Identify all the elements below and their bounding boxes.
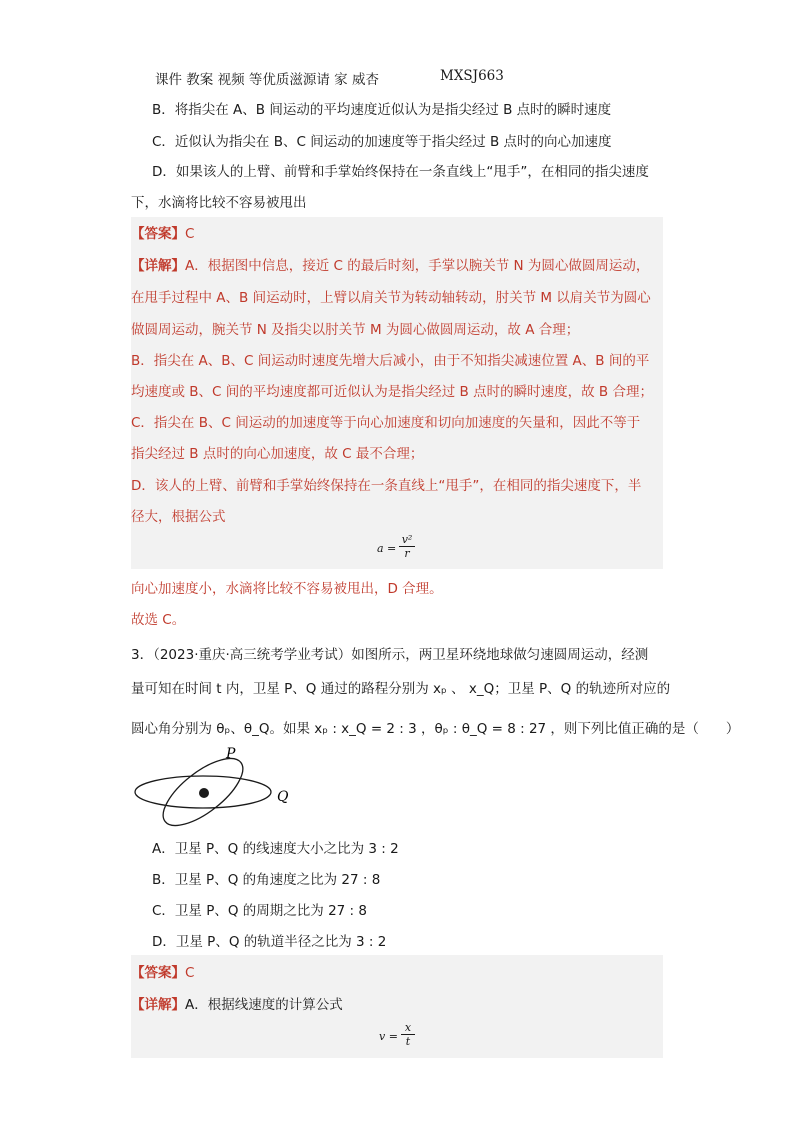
answer-value: C xyxy=(185,965,195,981)
q3-option-a: A．卫星 P、Q 的线速度大小之比为 3 : 2 xyxy=(152,841,399,857)
formula-centripetal xyxy=(375,534,425,564)
formula-denominator: r xyxy=(404,547,410,560)
answer-tag: 【答案】 xyxy=(131,965,185,981)
answer-value: C xyxy=(185,226,195,242)
earth-dot xyxy=(199,788,209,798)
q2-detail-line-8: D．该人的上臂、前臂和手掌始终保持在一条直线上“甩手”，在相同的指尖速度下，半 xyxy=(131,478,642,494)
detail-text: A．根据图中信息，接近 C 的最后时刻，手掌以腕关节 N 为圆心做圆周运动， xyxy=(185,258,650,274)
q2-detail-line-7: 指尖经过 B 点时的向心加速度，故 C 最不合理； xyxy=(131,446,424,462)
q2-detail-after: 向心加速度小，水滴将比较不容易被甩出，D 合理。 xyxy=(131,581,443,597)
q2-detail-line-4: B．指尖在 A、B、C 间运动时速度先增大后减小，由于不知指尖减速位置 A、B 间的平 xyxy=(131,353,650,369)
q2-detail-line-3: 做圆周运动，腕关节 N 及指尖以肘关节 M 为圆心做圆周运动，故 A 合理； xyxy=(131,322,580,338)
q2-option-b: B．将指尖在 A、B 间运动的平均速度近似认为是指尖经过 B 点时的瞬时速度 xyxy=(152,102,612,118)
formula-denominator: t xyxy=(405,1035,411,1048)
q3-option-c: C．卫星 P、Q 的周期之比为 27 : 8 xyxy=(152,903,367,919)
answer-tag: 【答案】 xyxy=(131,226,185,242)
detail-text: A．根据线速度的计算公式 xyxy=(185,997,343,1013)
header-text: 课件 教案 视频 等优质滋源请 家 威杏 xyxy=(155,72,379,88)
q2-detail-line-1 xyxy=(131,254,649,274)
q2-detail-line-6: C．指尖在 B、C 间运动的加速度等于向心加速度和切向加速度的矢量和，因此不等于 xyxy=(131,415,641,431)
label-q: Q xyxy=(277,789,289,805)
q3-option-b: B．卫星 P、Q 的角速度之比为 27 : 8 xyxy=(152,872,381,888)
q2-option-c: C．近似认为指尖在 B、C 间运动的加速度等于指尖经过 B 点时的向心加速度 xyxy=(152,134,612,150)
label-p: P xyxy=(226,746,236,762)
q3-stem-line-2: 量可知在时间 t 内，卫星 P、Q 通过的路程分别为 xₚ 、 x_Q；卫星 P、Q 的轨迹所对应的 xyxy=(131,681,671,697)
detail-tag: 【详解】 xyxy=(131,258,185,274)
q2-detail-line-2: 在甩手过程中 A、B 间运动时，上臂以肩关节为转动轴转动，肘关节 M 以肩关节为圆心 xyxy=(131,290,651,306)
q3-stem-line-1: 3．（2023·重庆·高三统考学业考试）如图所示，两卫星环绕地球做匀速圆周运动，经测 xyxy=(131,647,649,663)
q3-stem-line-3: 圆心角分别为 θₚ、θ_Q。如果 xₚ : x_Q = 2 : 3 ，θₚ : θ_Q = 8 : 27 ，则下列比值正确的是（ ） xyxy=(131,721,740,737)
formula-lhs: a = xyxy=(377,542,397,555)
q2-detail-line-5: 均速度或 B、C 间的平均速度都可近似认为是指尖经过 B 点时的瞬时速度，故 B 合理； xyxy=(131,384,653,400)
q2-conclusion: 故选 C。 xyxy=(131,612,186,628)
detail-tag: 【详解】 xyxy=(131,997,185,1013)
q2-detail-line-9: 径大，根据公式 xyxy=(131,509,226,525)
q2-option-d: D．如果该人的上臂、前臂和手掌始终保持在一条直线上“甩手”，在相同的指尖速度 xyxy=(152,164,649,180)
orbit-figure xyxy=(131,744,301,834)
q3-detail-line-1 xyxy=(131,993,343,1013)
formula-numerator: x xyxy=(404,1021,412,1034)
formula-linear-velocity xyxy=(377,1022,427,1052)
formula-lhs: v = xyxy=(379,1030,398,1043)
q2-option-d-continued: 下，水滴将比较不容易被甩出 xyxy=(131,195,307,211)
q3-option-d: D．卫星 P、Q 的轨道半径之比为 3 : 2 xyxy=(152,934,387,950)
header-code: MXSJ663 xyxy=(440,68,504,84)
formula-numerator: v² xyxy=(401,533,413,546)
q3-answer xyxy=(131,961,194,981)
q2-answer xyxy=(131,222,194,242)
